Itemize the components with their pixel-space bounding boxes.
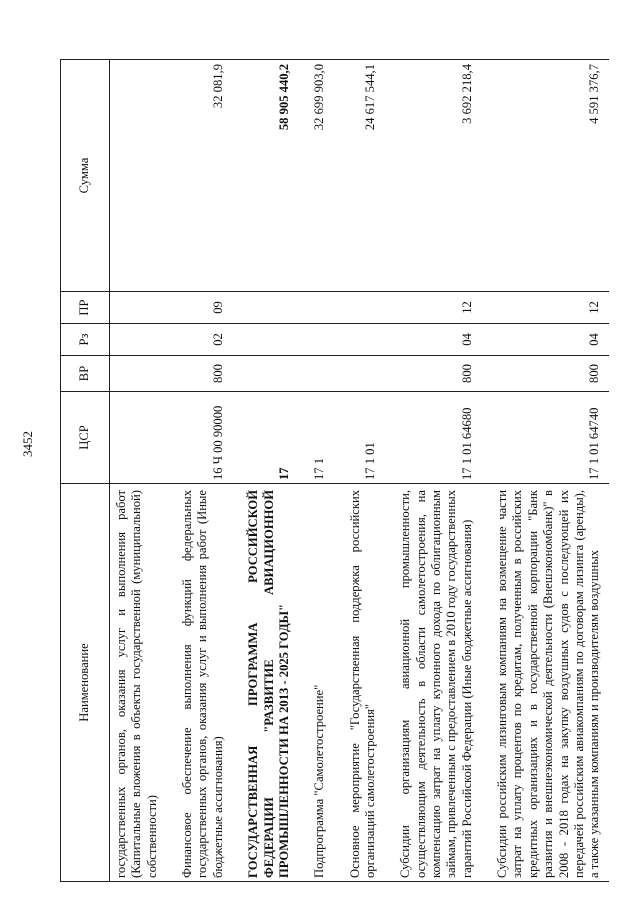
row-vr: 800: [384, 356, 481, 392]
row-name: Подпрограмма "Самолетостроение": [298, 484, 333, 882]
page-number: 3452: [20, 431, 35, 457]
table-row: [232, 60, 298, 882]
row-vr: 800: [166, 356, 232, 392]
row-rz: 02: [166, 324, 232, 356]
row-csr: [110, 392, 167, 484]
table-row: [384, 60, 481, 882]
row-csr: 17 1 01 64680: [384, 392, 481, 484]
header-vr: ВР: [61, 356, 110, 392]
row-vr: [110, 356, 167, 392]
row-vr: 800: [481, 356, 609, 392]
row-csr: 17 1: [298, 392, 333, 484]
row-vr: [232, 356, 298, 392]
row-name: государственных органов, оказания услуг и выполнения работ (Капитальные вложения в объекты государственной (муниципальной) собственности): [110, 484, 167, 882]
row-csr: 17 1 01: [334, 392, 385, 484]
header-pr: ПР: [61, 292, 110, 324]
row-name: Основное мероприятие "Государственная поддержка российских организаций самолетостроения": [334, 484, 385, 882]
row-name: Финансовое обеспечение выполнения функций федеральных государственных органов, оказания услуг и выполнения работ (Иные бюджетные ассигнования): [166, 484, 232, 882]
header-rz: Рз: [61, 324, 110, 356]
row-sum: [110, 60, 167, 292]
row-name: Субсидии организациям авиационной промышленности, осуществляющим деятельность в области самолетостроения, на компенсацию затрат на уплату купонного дохода по облигационным займам, привлеченным с предоставлением в 2010 году государственных гарантий Российской Федерации (Иные бюджетные ассигнования): [384, 484, 481, 882]
table-row: [166, 60, 232, 882]
row-csr: 17: [232, 392, 298, 484]
row-csr: 17 1 01 64740: [481, 392, 609, 484]
header-csr: ЦСР: [61, 392, 110, 484]
row-vr: [334, 356, 385, 392]
row-pr: 12: [481, 292, 609, 324]
row-vr: [298, 356, 333, 392]
row-name: Субсидии российским лизинговым компаниям на возмещение части затрат на уплату процентов по кредитам, полученным в российских кредитных организациях и в государственной корпорации "Банк развития и внешнеэкономической деятельности (Внешэкономбанк)" в 2008 - 2018 годах на закупку воздушных судов с последующей их передачей российским авиакомпаниям по договорам лизинга (аренды), а также указанным компаниям и производителям воздушных: [481, 484, 609, 882]
row-rz: 04: [384, 324, 481, 356]
row-pr: 09: [166, 292, 232, 324]
row-rz: [110, 324, 167, 356]
header-sum: Сумма: [61, 60, 110, 292]
row-pr: [334, 292, 385, 324]
budget-table: [60, 59, 609, 882]
header-name: Наименование: [61, 484, 110, 882]
table-row: [481, 60, 609, 882]
row-sum: 58 905 440,2: [232, 60, 298, 292]
row-sum: 24 617 544,1: [334, 60, 385, 292]
row-rz: [298, 324, 333, 356]
table-row: [334, 60, 385, 882]
row-pr: [110, 292, 167, 324]
row-sum: 32 699 903,0: [298, 60, 333, 292]
row-sum: 4 591 376,7: [481, 60, 609, 292]
row-pr: 12: [384, 292, 481, 324]
row-rz: 04: [481, 324, 609, 356]
row-pr: [232, 292, 298, 324]
row-sum: 32 081,9: [166, 60, 232, 292]
budget-table-frame: [60, 60, 602, 882]
row-sum: 3 692 218,4: [384, 60, 481, 292]
row-rz: [232, 324, 298, 356]
row-csr: 16 Ч 00 90000: [166, 392, 232, 484]
row-rz: [334, 324, 385, 356]
header-row: [61, 60, 110, 882]
row-pr: [298, 292, 333, 324]
table-row: [298, 60, 333, 882]
row-name: ГОСУДАРСТВЕННАЯ ПРОГРАММА РОССИЙСКОЙ ФЕДЕРАЦИИ "РАЗВИТИЕ АВИАЦИОННОЙ ПРОМЫШЛЕННОСТИ НА 2013 - 2025 ГОДЫ": [232, 484, 298, 882]
table-row: [110, 60, 167, 882]
